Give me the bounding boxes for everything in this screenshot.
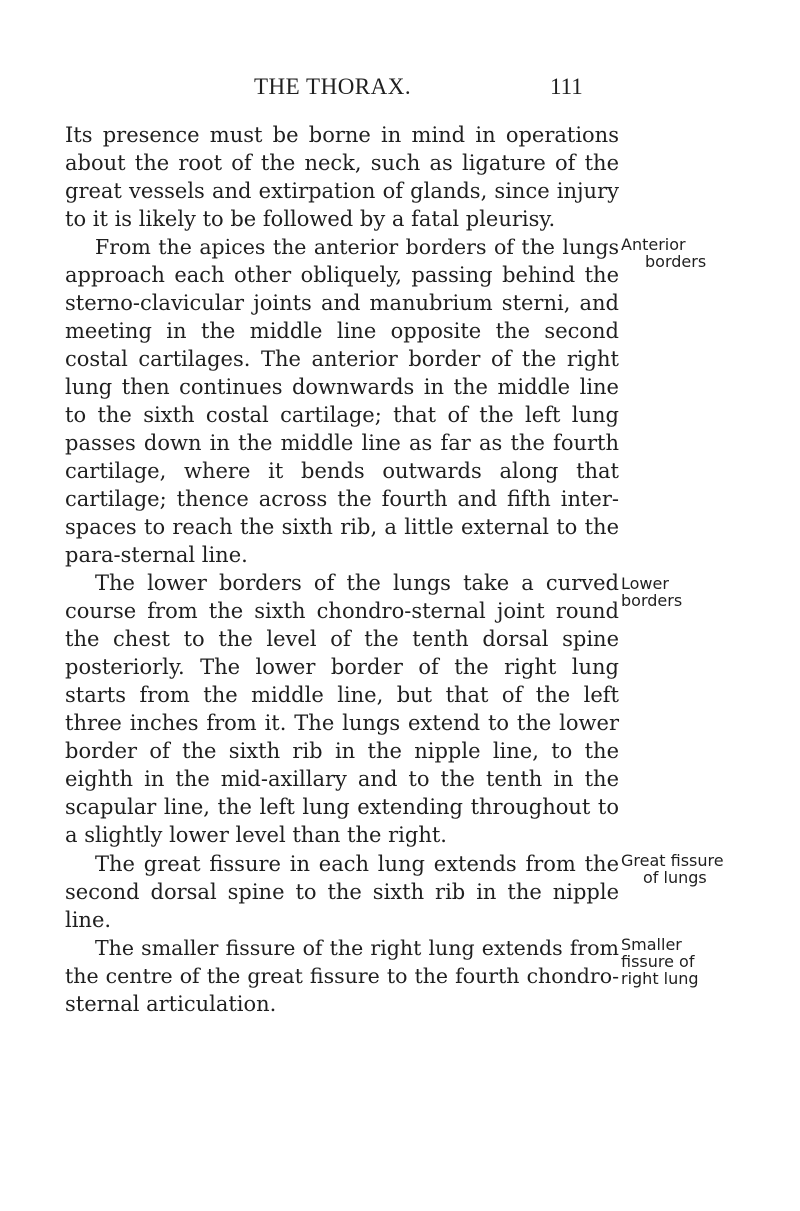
running-header [0, 74, 800, 104]
text-line: The great fissure in each lung extends from the [95, 852, 619, 876]
text-line: cartilage, where it bends outwards along that [65, 459, 619, 483]
text-line: para-sternal line. [65, 543, 248, 567]
side-note-anterior-borders [621, 236, 706, 270]
text-line: spaces to reach the sixth rib, a little external to the [65, 515, 619, 539]
text-line: great vessels and extirpation of glands, since injury [65, 179, 619, 203]
text-line: to it is likely to be followed by a fatal pleurisy. [65, 207, 556, 231]
text-line: The lower borders of the lungs take a curved [95, 571, 619, 595]
text-line: three inches from it. The lungs extend to the lower [65, 711, 619, 735]
text-line: line. [65, 908, 112, 932]
text-line: a slightly lower level than the right. [65, 823, 447, 847]
text-line: cartilage; thence across the fourth and fifth inter- [65, 487, 619, 511]
text-line: approach each other obliquely, passing behind the [65, 263, 619, 287]
text-line: costal cartilages. The anterior border of the right [65, 347, 619, 371]
side-note-great-fissure [621, 852, 724, 886]
side-note-smaller-fissure [621, 936, 699, 987]
side-note-lower-borders [621, 575, 682, 609]
side-note-line: right lung [621, 969, 699, 988]
text-line: the chest to the level of the tenth dorsal spine [65, 627, 619, 651]
text-line: second dorsal spine to the sixth rib in the nipple [65, 880, 619, 904]
page-number: 111 [550, 74, 583, 99]
side-note-line: Great fissure [621, 851, 724, 870]
text-line: sterno-clavicular joints and manubrium sterni, and [65, 291, 619, 315]
text-line: the centre of the great fissure to the fourth chondro- [65, 964, 619, 988]
text-line: sternal articulation. [65, 992, 277, 1016]
side-note-line: borders [645, 252, 707, 271]
text-line: From the apices the anterior borders of the lungs [95, 235, 619, 259]
text-line: border of the sixth rib in the nipple line, to the [65, 739, 619, 763]
text-line: The smaller fissure of the right lung extends from [95, 936, 619, 960]
side-note-line: Lower [621, 574, 669, 593]
text-line: about the root of the neck, such as ligature of the [65, 151, 619, 175]
side-note-line: of lungs [643, 868, 707, 887]
text-line: eighth in the mid-axillary and to the tenth in the [65, 767, 619, 791]
text-line: meeting in the middle line opposite the second [65, 319, 619, 343]
text-line: to the sixth costal cartilage; that of the left lung [65, 403, 619, 427]
text-line: posteriorly. The lower border of the right lung [65, 655, 619, 679]
text-line: Its presence must be borne in mind in operations [65, 123, 619, 147]
side-note-line: Smaller [621, 935, 682, 954]
text-line: course from the sixth chondro-sternal joint round [65, 599, 619, 623]
running-title: THE THORAX. [254, 74, 412, 99]
side-note-line: borders [621, 591, 683, 610]
side-note-line: fissure of [621, 952, 695, 971]
text-line: passes down in the middle line as far as the fourth [65, 431, 619, 455]
text-line: lung then continues downwards in the middle line [65, 375, 619, 399]
text-line: scapular line, the left lung extending throughout to [65, 795, 619, 819]
text-line: starts from the middle line, but that of the left [65, 683, 619, 707]
side-note-line: Anterior [621, 235, 686, 254]
